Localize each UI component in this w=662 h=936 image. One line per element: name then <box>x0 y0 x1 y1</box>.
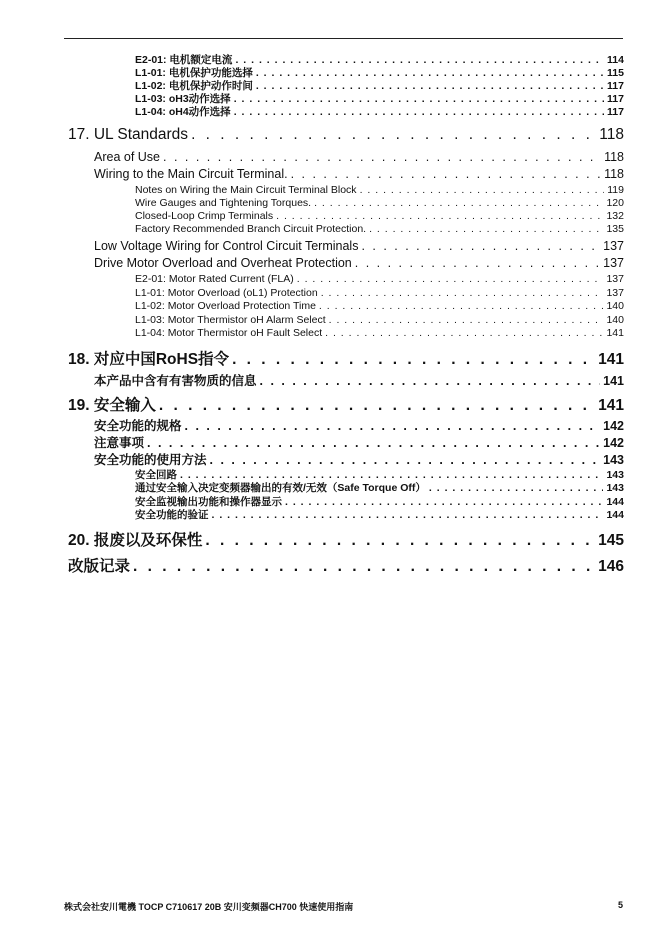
toc-section-page: 137 <box>603 256 624 270</box>
toc-section-page: 141 <box>603 374 624 388</box>
toc-entry-title: Factory Recommended Branch Circuit Protection. <box>135 223 367 235</box>
page-footer <box>64 900 623 914</box>
toc-entry-page: 117 <box>607 93 624 105</box>
toc-entry[interactable] <box>135 507 624 520</box>
toc-section[interactable] <box>94 150 624 166</box>
toc-entry-page: 143 <box>606 469 624 481</box>
toc-entry-title: 安全回路 <box>135 469 177 481</box>
toc-entry-title: 通过安全输入决定变频器输出的有效/无效（Safe Torque Off） <box>135 482 426 494</box>
toc-section[interactable] <box>94 450 624 466</box>
toc-section[interactable] <box>94 371 624 387</box>
toc-entry-page: 143 <box>606 482 624 494</box>
toc-section-title: 安全功能的规格 <box>94 419 182 433</box>
toc-leader-dots <box>185 419 601 433</box>
toc-entry-page: 119 <box>607 184 624 196</box>
toc-entry[interactable] <box>135 300 624 313</box>
toc-entry-title: L1-02: Motor Overload Protection Time <box>135 300 316 312</box>
toc-chapter[interactable] <box>68 554 624 574</box>
toc-section[interactable] <box>94 239 624 255</box>
toc-leader-dots <box>361 239 600 253</box>
toc-leader-dots <box>163 150 601 164</box>
toc-entry-page: 144 <box>606 496 624 508</box>
toc-entry-title: E2-01: 电机额定电流 <box>135 54 233 66</box>
toc-entry[interactable] <box>135 78 624 91</box>
toc-leader-dots <box>147 436 600 450</box>
toc-leader-dots <box>321 287 604 299</box>
toc-chapter-title: 17. UL Standards <box>68 126 189 143</box>
toc-entry[interactable] <box>135 314 624 327</box>
toc-entry-page: 144 <box>606 509 624 521</box>
toc-entry-title: Notes on Wiring the Main Circuit Terminal Block <box>135 184 357 196</box>
toc-entry[interactable] <box>135 197 624 210</box>
toc-entry-title: E2-01: Motor Rated Current (FLA) <box>135 273 294 285</box>
toc-leader-dots <box>232 351 595 369</box>
toc-section-page: 142 <box>603 436 624 450</box>
toc-section[interactable] <box>94 167 624 183</box>
toc-entry-page: 115 <box>607 67 624 79</box>
toc-entry-title: L1-03: oH3动作选择 <box>135 93 231 105</box>
toc-chapter-title: 18. 对应中国RoHS指令 <box>68 351 230 368</box>
toc-entry-title: Closed-Loop Crimp Terminals <box>135 210 274 222</box>
toc-entry-page: 137 <box>606 273 624 285</box>
toc-entry-page: 140 <box>606 314 624 326</box>
toc-leader-dots <box>191 126 596 144</box>
toc-entry-page: 114 <box>607 54 624 66</box>
toc-entry-page: 132 <box>606 210 624 222</box>
toc-section-title: 安全功能的使用方法 <box>94 453 207 467</box>
toc-chapter-title: 19. 安全输入 <box>68 397 156 414</box>
toc-entry-page: 117 <box>607 80 624 92</box>
toc-leader-dots <box>159 397 595 415</box>
toc-leader-dots <box>325 327 603 339</box>
toc-entry-title: L1-01: Motor Overload (oL1) Protection <box>135 287 318 299</box>
toc-section-title: Wiring to the Main Circuit Terminal. <box>94 167 288 181</box>
toc-leader-dots <box>234 106 604 118</box>
toc-entry-page: 120 <box>606 197 624 209</box>
toc-section[interactable] <box>94 416 624 432</box>
toc-entry-page: 141 <box>606 327 624 339</box>
toc-section-page: 118 <box>604 150 624 164</box>
toc-section-title: 本产品中含有有害物质的信息 <box>94 374 257 388</box>
toc-section-title: 注意事项 <box>94 436 145 450</box>
footer-document-id: 株式会社安川電機 TOCP C710617 20B 安川变频器CH700 快速使用指南 <box>64 902 354 912</box>
toc-leader-dots <box>369 223 603 235</box>
toc-leader-dots <box>260 374 601 388</box>
toc-entry-title: Wire Gauges and Tightening Torques. <box>135 197 312 209</box>
header-rule <box>64 38 623 39</box>
toc-section-title: Low Voltage Wiring for Control Circuit Terminals <box>94 239 359 253</box>
toc-section[interactable] <box>94 256 624 272</box>
toc-entry-title: L1-04: Motor Thermistor oH Fault Select <box>135 327 323 339</box>
toc-chapter-page: 145 <box>598 532 624 549</box>
toc-entry-title: L1-02: 电机保护动作时间 <box>135 80 253 92</box>
toc-chapter-page: 141 <box>598 351 624 368</box>
toc-entry[interactable] <box>135 494 624 507</box>
toc-entry[interactable] <box>135 480 624 493</box>
toc-leader-dots <box>314 197 603 209</box>
toc-entry[interactable] <box>135 91 624 104</box>
toc-entry-title: 安全监视输出功能和操作器显示 <box>135 496 282 508</box>
toc-chapter-page: 141 <box>598 397 624 414</box>
toc-chapter-title: 20. 报废以及环保性 <box>68 532 203 549</box>
toc-leader-dots <box>291 167 601 181</box>
toc-chapter[interactable] <box>68 126 624 146</box>
toc-section-page: 143 <box>603 453 624 467</box>
toc-entry-page: 140 <box>606 300 624 312</box>
toc-leader-dots <box>133 558 595 576</box>
toc-chapter[interactable] <box>68 528 624 548</box>
toc-section-page: 137 <box>603 239 624 253</box>
toc-entry-title: L1-04: oH4动作选择 <box>135 106 231 118</box>
toc-entry-page: 117 <box>607 106 624 118</box>
footer-page-number: 5 <box>617 900 623 910</box>
toc-entry[interactable] <box>135 104 624 117</box>
toc-entry-page: 137 <box>606 287 624 299</box>
toc-leader-dots <box>319 300 604 312</box>
toc-leader-dots <box>429 482 604 494</box>
toc-section[interactable] <box>94 433 624 449</box>
toc-leader-dots <box>360 184 605 196</box>
toc-entry-title: L1-03: Motor Thermistor oH Alarm Select <box>135 314 326 326</box>
toc-entry[interactable] <box>135 467 624 480</box>
toc-leader-dots <box>210 453 601 467</box>
toc-entry[interactable] <box>135 273 624 286</box>
toc-entry[interactable] <box>135 223 624 236</box>
toc-entry[interactable] <box>135 210 624 223</box>
toc-section-page: 118 <box>604 167 624 181</box>
toc-chapter[interactable] <box>68 393 624 413</box>
toc-entry-title: L1-01: 电机保护功能选择 <box>135 67 253 79</box>
toc-entry-page: 135 <box>606 223 624 235</box>
toc-leader-dots <box>355 256 600 270</box>
toc-chapter[interactable] <box>68 347 624 367</box>
toc-leader-dots <box>297 273 604 285</box>
toc-leader-dots <box>212 509 604 521</box>
toc-entry[interactable] <box>135 52 624 65</box>
toc-leader-dots <box>205 532 595 550</box>
toc-entry[interactable] <box>135 65 624 78</box>
toc-chapter-page: 118 <box>599 126 624 143</box>
toc-entry[interactable] <box>135 287 624 300</box>
toc-section-title: Drive Motor Overload and Overheat Protection <box>94 256 352 270</box>
toc-entry[interactable] <box>135 184 624 197</box>
toc-section-title: Area of Use <box>94 150 161 164</box>
toc-chapter-page: 146 <box>598 558 624 575</box>
toc-leader-dots <box>276 210 603 222</box>
toc-section-page: 142 <box>603 419 624 433</box>
toc-entry-title: 安全功能的验证 <box>135 509 209 521</box>
toc-leader-dots <box>329 314 604 326</box>
toc-entry[interactable] <box>135 327 624 340</box>
toc-chapter-title: 改版记录 <box>68 558 131 575</box>
